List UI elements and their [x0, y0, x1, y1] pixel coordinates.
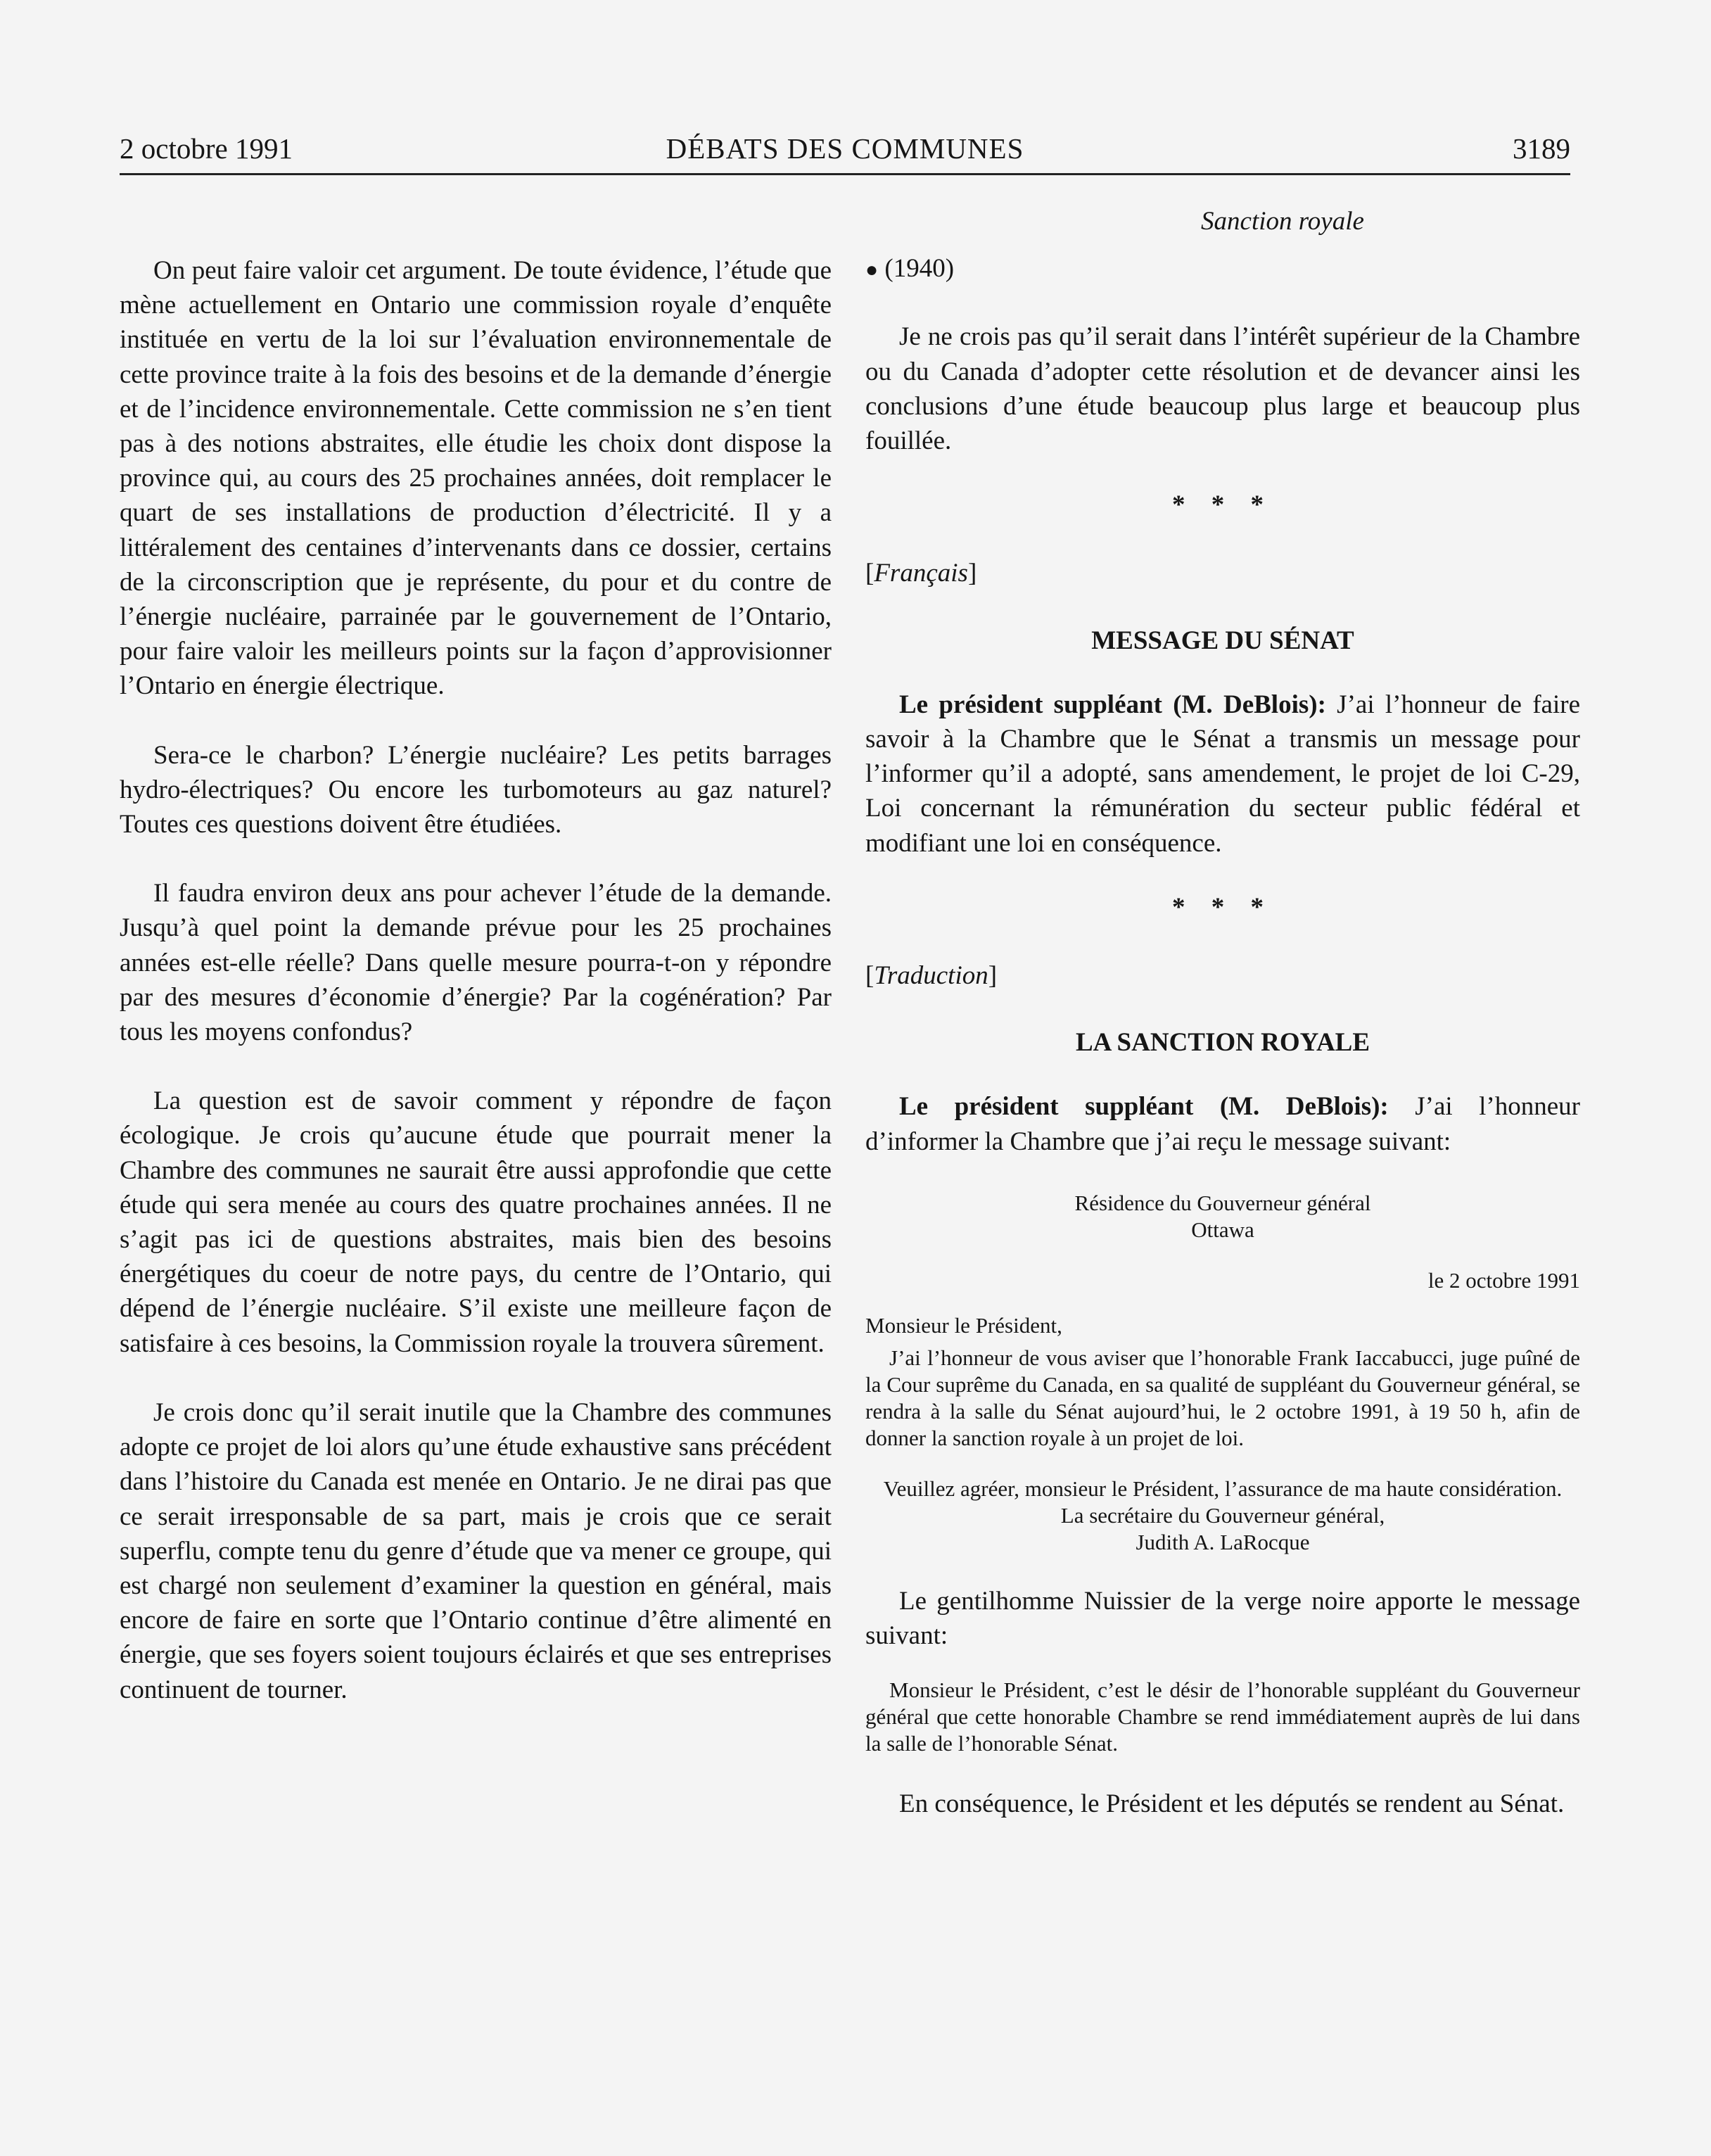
- letter-address: [865, 1190, 1580, 1243]
- left-column: [120, 253, 832, 1742]
- letter-address-line-1: Résidence du Gouverneur général: [1074, 1190, 1371, 1215]
- speech-senate-message: [865, 687, 1580, 861]
- speaker-name: Le président suppléant (M. DeBlois):: [899, 690, 1326, 719]
- topic-heading: Sanction royale: [1201, 207, 1364, 236]
- letter-salutation: Monsieur le Président,: [865, 1312, 1062, 1338]
- left-paragraph-2: Sera-ce le charbon? L’énergie nucléaire? Les petits barrages hydro-électriques? Ou encore les turbomoteurs au gaz naturel? Toutes ces questions doivent être étudiées.: [120, 740, 832, 839]
- left-paragraph-3: Il faudra environ deux ans pour achever l’étude de la demande. Jusqu’à quel point la demande prévue pour les 25 prochaines années est-elle réelle? Dans quelle mesure pourra-t-on y répondre par des mesures d’économie d’énergie? Par la cogénération? Par tous les moyens confondus?: [120, 879, 832, 1047]
- usher-message: Monsieur le Président, c’est le désir de l’honorable suppléant du Gouverneur général que cette honorable Chambre se rend immédiatement auprès de lui dans la salle de l’honorable Sénat.: [865, 1678, 1580, 1756]
- final-paragraph: En conséquence, le Président et les députés se rendent au Sénat.: [899, 1789, 1565, 1819]
- letter-body: J’ai l’honneur de vous aviser que l’honorable Frank Iaccabucci, juge puîné de la Cour suprême du Canada, en sa qualité de suppléant du Gouverneur général, se rendra à la salle du Sénat aujourd’hui, le 2 octobre 1991, à 19 50 h, afin de donner la sanction royale à un projet de loi.: [865, 1345, 1580, 1450]
- header-page-number: 3189: [1513, 132, 1570, 165]
- bullet-icon: ●: [865, 258, 879, 282]
- section-title-senate-message: MESSAGE DU SÉNAT: [1091, 626, 1354, 655]
- speech-text: J’ai l’honneur de faire savoir à la Chambre que le Sénat a transmis un message pour l’informer qu’il a adopté, sans amendement, le projet de loi C-29, Loi concernant la rémunération du secteur public fédéral et modifiant une loi en conséquence.: [865, 690, 1580, 858]
- right-column: [865, 204, 1580, 1821]
- left-paragraph-5: Je crois donc qu’il serait inutile que la Chambre des communes adopte ce projet de loi alors qu’une étude exhaustive sans précédent dans l’histoire du Canada est menée en Ontario. Je ne dirai pas que ce serait irresponsable de sa part, mais je crois que ce serait superflu, compte tenu du genre d’étude que va mener ce groupe, qui est chargé non seulement d’examiner la question en général, mais encore de faire en sorte que l’Ontario continue d’être alimenté en énergie, que ses foyers soient toujours éclairés et que ses entreprises continuent de tourner.: [120, 1397, 832, 1704]
- left-paragraph-1: On peut faire valoir cet argument. De toute évidence, l’étude que mène actuellement en Ontario une commission royale d’enquête instituée en vertu de la loi sur l’évaluation environnementale de cette province traite à la fois des besoins et de la demande d’énergie et de l’incidence environnementale. Cette commission ne s’en tient pas à des notions abstraites, elle étudie les choix dont dispose la province qui, au cours des 25 prochaines années, doit remplacer le quart de ses installations de production d’électricité. Il y a littéralement des centaines d’intervenants dans ce dossier, certains de la circonscription que je représente, du pour et du contre de l’énergie nucléaire, parrainée par le gouvernement de l’Ontario, pour faire valoir les meilleurs points sur la façon d’approvisionner l’Ontario en énergie électrique.: [120, 256, 832, 701]
- usher-intro: Le gentilhomme Nuissier de la verge noire apporte le message suivant:: [865, 1586, 1580, 1651]
- language-tag-french-text: Français: [874, 559, 968, 588]
- language-tag-translation: [Traduction]: [865, 961, 998, 991]
- right-paragraph-1: Je ne crois pas qu’il serait dans l’intérêt supérieur de la Chambre ou du Canada d’adopter cette résolution et de devancer ainsi les conclusions d’une étude beaucoup plus large et beaucoup plus fouillée.: [865, 322, 1580, 456]
- language-tag-translation-text: Traduction: [874, 961, 988, 991]
- letter-closing-text: Veuillez agréer, monsieur le Président, l’assurance de ma haute considération.: [883, 1476, 1563, 1501]
- separator-stars: * * *: [1172, 490, 1273, 520]
- header-date: 2 octobre 1991: [120, 132, 293, 165]
- separator-stars: * * *: [1172, 892, 1273, 922]
- timestamp: [865, 251, 1580, 287]
- header-title: DÉBATS DES COMMUNES: [666, 132, 1024, 165]
- page-header: [120, 131, 1570, 175]
- speaker-name: Le président suppléant (M. DeBlois):: [899, 1092, 1389, 1122]
- governor-letter: [865, 1190, 1580, 1556]
- timestamp-text: (1940): [884, 254, 955, 284]
- letter-date: le 2 octobre 1991: [1427, 1267, 1580, 1293]
- letter-address-line-2: Ottawa: [1191, 1217, 1254, 1242]
- speech-royal-assent: [865, 1089, 1580, 1158]
- section-title-royal-assent: LA SANCTION ROYALE: [1075, 1028, 1370, 1058]
- left-paragraph-4: La question est de savoir comment y répondre de façon écologique. Je crois qu’aucune étude que pourrait mener la Chambre des communes ne saurait être aussi approfondie que cette étude qui sera menée au cours des quatre prochaines années. Il ne s’agit pas ici de questions abstraites, mais bien des besoins énergétiques du coeur de notre pays, du centre de l’Ontario, qui dépend de l’énergie nucléaire. S’il existe une meilleure façon de satisfaire à ces besoins, la Commission royale la trouvera sûrement.: [120, 1086, 832, 1358]
- letter-closing: [865, 1476, 1580, 1556]
- language-tag-french: [Français]: [865, 559, 977, 588]
- speech-text: J’ai l’honneur d’informer la Chambre que j’ai reçu le message suivant:: [865, 1092, 1580, 1156]
- letter-signatory-name: Judith A. LaRocque: [1136, 1529, 1310, 1554]
- letter-signatory-title: La secrétaire du Gouverneur général,: [1060, 1502, 1385, 1528]
